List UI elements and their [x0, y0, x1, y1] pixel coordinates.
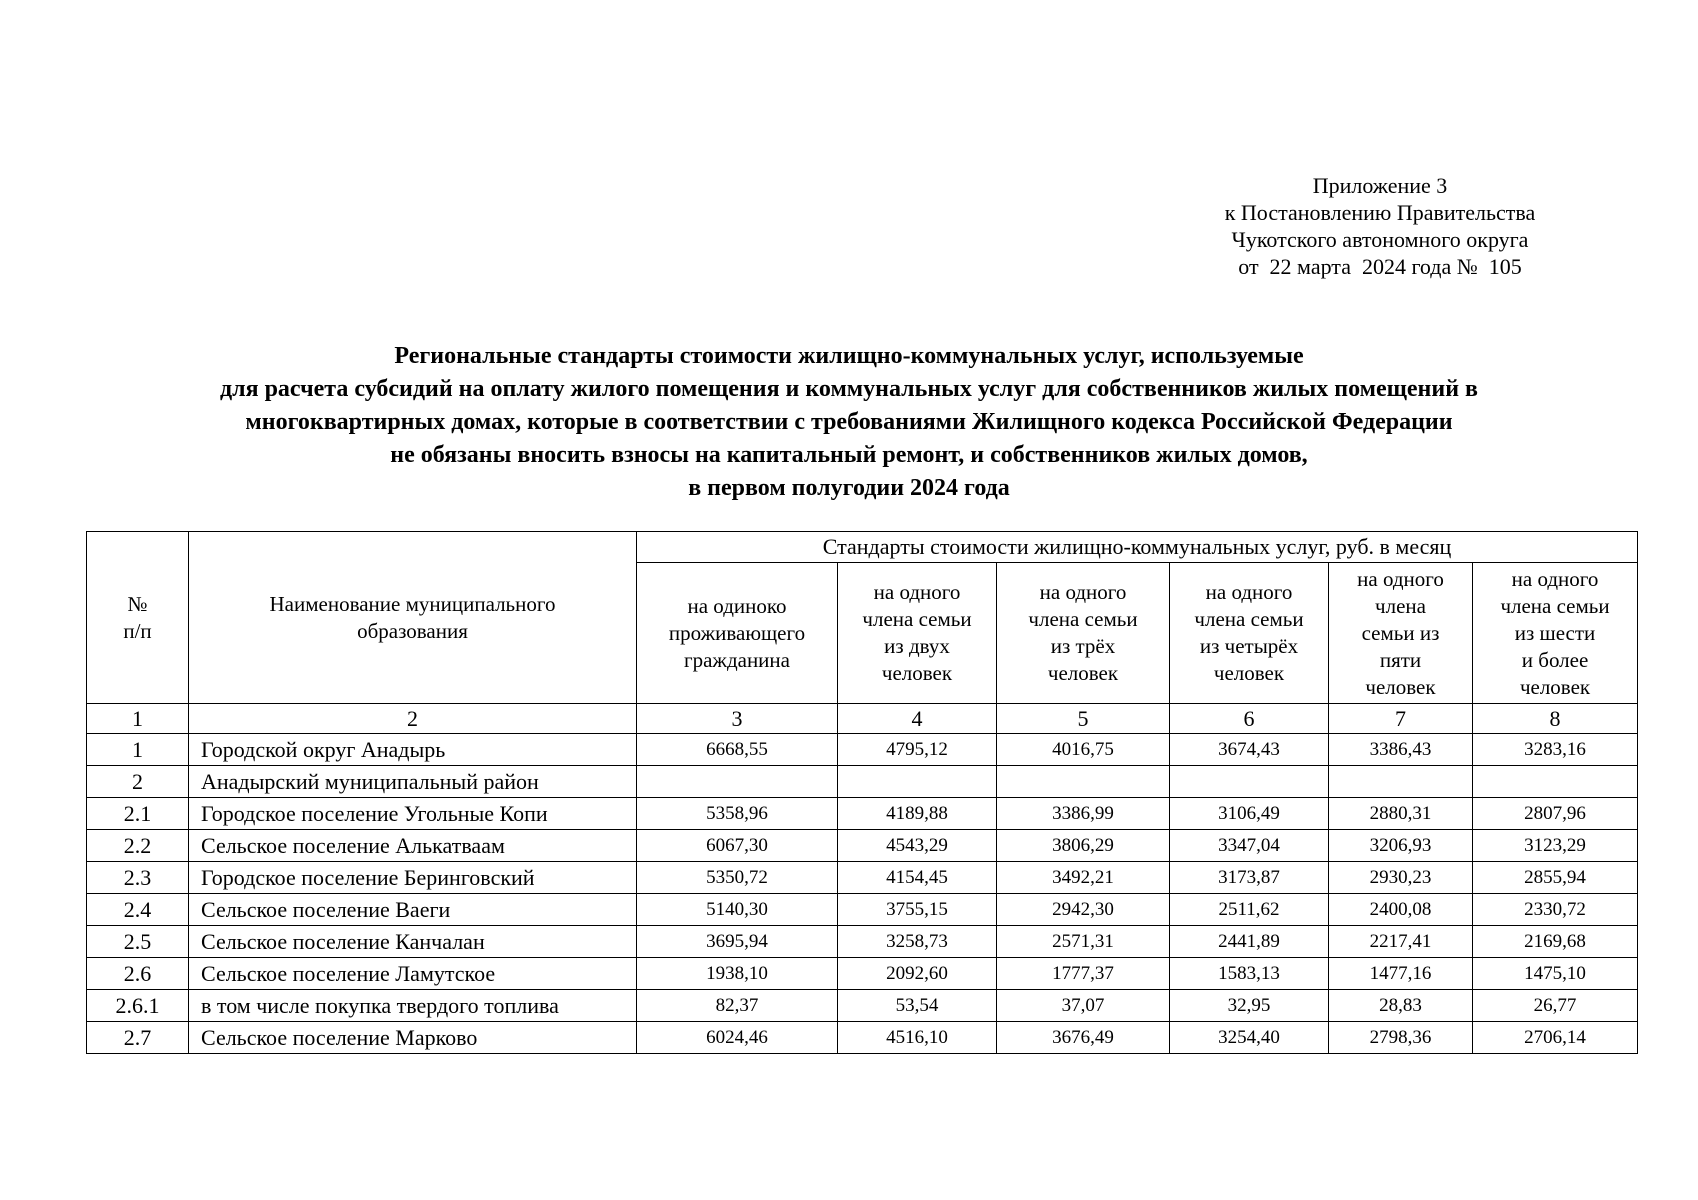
appendix-reference: [1160, 172, 1600, 280]
cost-value: 5140,30: [637, 894, 838, 926]
column-number-row: [87, 704, 1638, 734]
cost-value: [637, 766, 838, 798]
cost-value: 6668,55: [637, 734, 838, 766]
cost-value: [1329, 766, 1473, 798]
cost-value: 4154,45: [838, 862, 997, 894]
cost-value: 1475,10: [1473, 958, 1638, 990]
header-column-line: человек: [1047, 661, 1119, 685]
header-column-line: из трёх: [1050, 634, 1116, 658]
cost-value: [1170, 766, 1329, 798]
cost-value: 4189,88: [838, 798, 997, 830]
header-column-line: на одного: [873, 580, 961, 604]
header-column-5: [997, 563, 1170, 704]
cost-value: 3283,16: [1473, 734, 1638, 766]
appendix-region: Чукотского автономного округа: [1231, 227, 1529, 252]
cost-value: [838, 766, 997, 798]
cost-value: 2706,14: [1473, 1022, 1638, 1054]
column-number: 1: [87, 704, 189, 734]
row-number: 2.2: [87, 830, 189, 862]
municipality-name: Сельское поселение Ламутское: [189, 958, 637, 990]
cost-value: 3386,99: [997, 798, 1170, 830]
header-column-line: человек: [881, 661, 953, 685]
municipality-name: Анадырский муниципальный район: [189, 766, 637, 798]
header-number: № п/п: [87, 532, 189, 704]
cost-value: 5350,72: [637, 862, 838, 894]
cost-value: 5358,96: [637, 798, 838, 830]
row-number: 2.5: [87, 926, 189, 958]
cost-value: 4795,12: [838, 734, 997, 766]
cost-value: 2330,72: [1473, 894, 1638, 926]
municipality-name: Сельское поселение Алькатваам: [189, 830, 637, 862]
cost-value: 2217,41: [1329, 926, 1473, 958]
cost-value: [997, 766, 1170, 798]
cost-value: 3492,21: [997, 862, 1170, 894]
cost-value: 82,37: [637, 990, 838, 1022]
header-column-line: из четырёх: [1199, 634, 1299, 658]
cost-value: 2400,08: [1329, 894, 1473, 926]
title-line: в первом полугодии 2024 года: [688, 475, 1010, 501]
cost-value: 53,54: [838, 990, 997, 1022]
header-municipality: Наименование муниципального образования: [189, 532, 637, 704]
appendix-date-number: от 22 марта 2024 года № 105: [1238, 254, 1522, 279]
table-row: [87, 766, 1638, 798]
cost-value: 3258,73: [838, 926, 997, 958]
header-column-line: гражданина: [684, 647, 790, 672]
cost-value: 3676,49: [997, 1022, 1170, 1054]
cost-value: 3106,49: [1170, 798, 1329, 830]
cost-value: [1473, 766, 1638, 798]
title-line: многоквартирных домах, которые в соответствии с требованиями Жилищного кодекса Российской Федерации: [245, 409, 1453, 435]
cost-value: 2880,31: [1329, 798, 1473, 830]
column-number: 5: [997, 704, 1170, 734]
row-number: 2.6.1: [87, 990, 189, 1022]
row-number: 2.3: [87, 862, 189, 894]
column-number: 4: [838, 704, 997, 734]
cost-value: 37,07: [997, 990, 1170, 1022]
municipality-name: Сельское поселение Ваеги: [189, 894, 637, 926]
cost-value: 2807,96: [1473, 798, 1638, 830]
header-column-line: на одного: [1357, 566, 1444, 591]
row-number: 2.4: [87, 894, 189, 926]
cost-value: 1777,37: [997, 958, 1170, 990]
cost-value: 1583,13: [1170, 958, 1329, 990]
row-number: 2: [87, 766, 189, 798]
row-number: 2.6: [87, 958, 189, 990]
cost-value: 32,95: [1170, 990, 1329, 1022]
cost-value: 3254,40: [1170, 1022, 1329, 1054]
document-title: [60, 340, 1638, 505]
cost-value: 3206,93: [1329, 830, 1473, 862]
header-column-line: человек: [1365, 674, 1436, 699]
header-column-line: человек: [1213, 661, 1285, 685]
header-column-line: на одного: [1205, 580, 1293, 604]
table-row: [87, 734, 1638, 766]
cost-value: 2169,68: [1473, 926, 1638, 958]
row-number: 2.1: [87, 798, 189, 830]
header-column-6: [1170, 563, 1329, 704]
column-number: 6: [1170, 704, 1329, 734]
title-line: Региональные стандарты стоимости жилищно-коммунальных услуг, используемые: [394, 343, 1304, 369]
header-column-line: члена семьи: [1500, 593, 1610, 618]
cost-value: 3806,29: [997, 830, 1170, 862]
header-column-line: человек: [1519, 674, 1591, 699]
title-line: для расчета субсидий на оплату жилого помещения и коммунальных услуг для собственников жилых помещений в: [219, 376, 1478, 402]
header-column-line: семьи из: [1361, 620, 1440, 645]
table-row: [87, 958, 1638, 990]
column-number: 8: [1473, 704, 1638, 734]
header-column-3: [637, 563, 838, 704]
cost-value: 2930,23: [1329, 862, 1473, 894]
title-line: не обязаны вносить взносы на капитальный ремонт, и собственников жилых домов,: [390, 442, 1308, 468]
cost-value: 2798,36: [1329, 1022, 1473, 1054]
cost-value: 2571,31: [997, 926, 1170, 958]
cost-value: 2855,94: [1473, 862, 1638, 894]
header-column-line: пяти: [1379, 647, 1422, 672]
municipality-name: в том числе покупка твердого топлива: [189, 990, 637, 1022]
header-column-line: члена: [1375, 593, 1426, 618]
table-row: [87, 990, 1638, 1022]
header-standards-group: Стандарты стоимости жилищно-коммунальных услуг, руб. в месяц: [637, 532, 1638, 563]
cost-value: 26,77: [1473, 990, 1638, 1022]
table-row: [87, 862, 1638, 894]
cost-value: 3173,87: [1170, 862, 1329, 894]
header-column-line: на одного: [1039, 580, 1127, 604]
municipality-name: Сельское поселение Марково: [189, 1022, 637, 1054]
header-column-line: и более: [1521, 647, 1589, 672]
cost-value: 3386,43: [1329, 734, 1473, 766]
cost-value: 2092,60: [838, 958, 997, 990]
cost-value: 1938,10: [637, 958, 838, 990]
header-column-line: на одного: [1511, 566, 1599, 591]
row-number: 1: [87, 734, 189, 766]
cost-value: 28,83: [1329, 990, 1473, 1022]
header-column-4: [838, 563, 997, 704]
cost-value: 3123,29: [1473, 830, 1638, 862]
municipality-name: Городское поселение Беринговский: [189, 862, 637, 894]
standards-table: [86, 531, 1638, 1054]
cost-value: 1477,16: [1329, 958, 1473, 990]
cost-value: 4016,75: [997, 734, 1170, 766]
cost-value: 6067,30: [637, 830, 838, 862]
header-column-line: проживающего: [668, 620, 806, 645]
table-row: [87, 798, 1638, 830]
header-column-line: члена семьи: [862, 607, 972, 631]
table-row: [87, 926, 1638, 958]
appendix-title: Приложение 3: [1312, 173, 1448, 198]
column-number: 7: [1329, 704, 1473, 734]
header-column-line: члена семьи: [1028, 607, 1138, 631]
municipality-name: Сельское поселение Канчалан: [189, 926, 637, 958]
cost-value: 4543,29: [838, 830, 997, 862]
cost-value: 3695,94: [637, 926, 838, 958]
header-column-7: [1329, 563, 1473, 704]
column-number: 3: [637, 704, 838, 734]
column-number: 2: [189, 704, 637, 734]
appendix-decree: к Постановлению Правительства: [1224, 200, 1536, 225]
header-column-line: члена семьи: [1194, 607, 1304, 631]
table-row: [87, 1022, 1638, 1054]
cost-value: 2511,62: [1170, 894, 1329, 926]
header-column-line: на одиноко: [687, 593, 787, 618]
cost-value: 6024,46: [637, 1022, 838, 1054]
cost-value: 3755,15: [838, 894, 997, 926]
header-column-8: [1473, 563, 1638, 704]
municipality-name: Городской округ Анадырь: [189, 734, 637, 766]
header-column-line: из двух: [884, 634, 950, 658]
table-row: [87, 830, 1638, 862]
table-row: [87, 894, 1638, 926]
municipality-name: Городское поселение Угольные Копи: [189, 798, 637, 830]
header-column-line: из шести: [1514, 620, 1596, 645]
cost-value: 2441,89: [1170, 926, 1329, 958]
cost-value: 2942,30: [997, 894, 1170, 926]
row-number: 2.7: [87, 1022, 189, 1054]
cost-value: 3347,04: [1170, 830, 1329, 862]
cost-value: 3674,43: [1170, 734, 1329, 766]
cost-value: 4516,10: [838, 1022, 997, 1054]
